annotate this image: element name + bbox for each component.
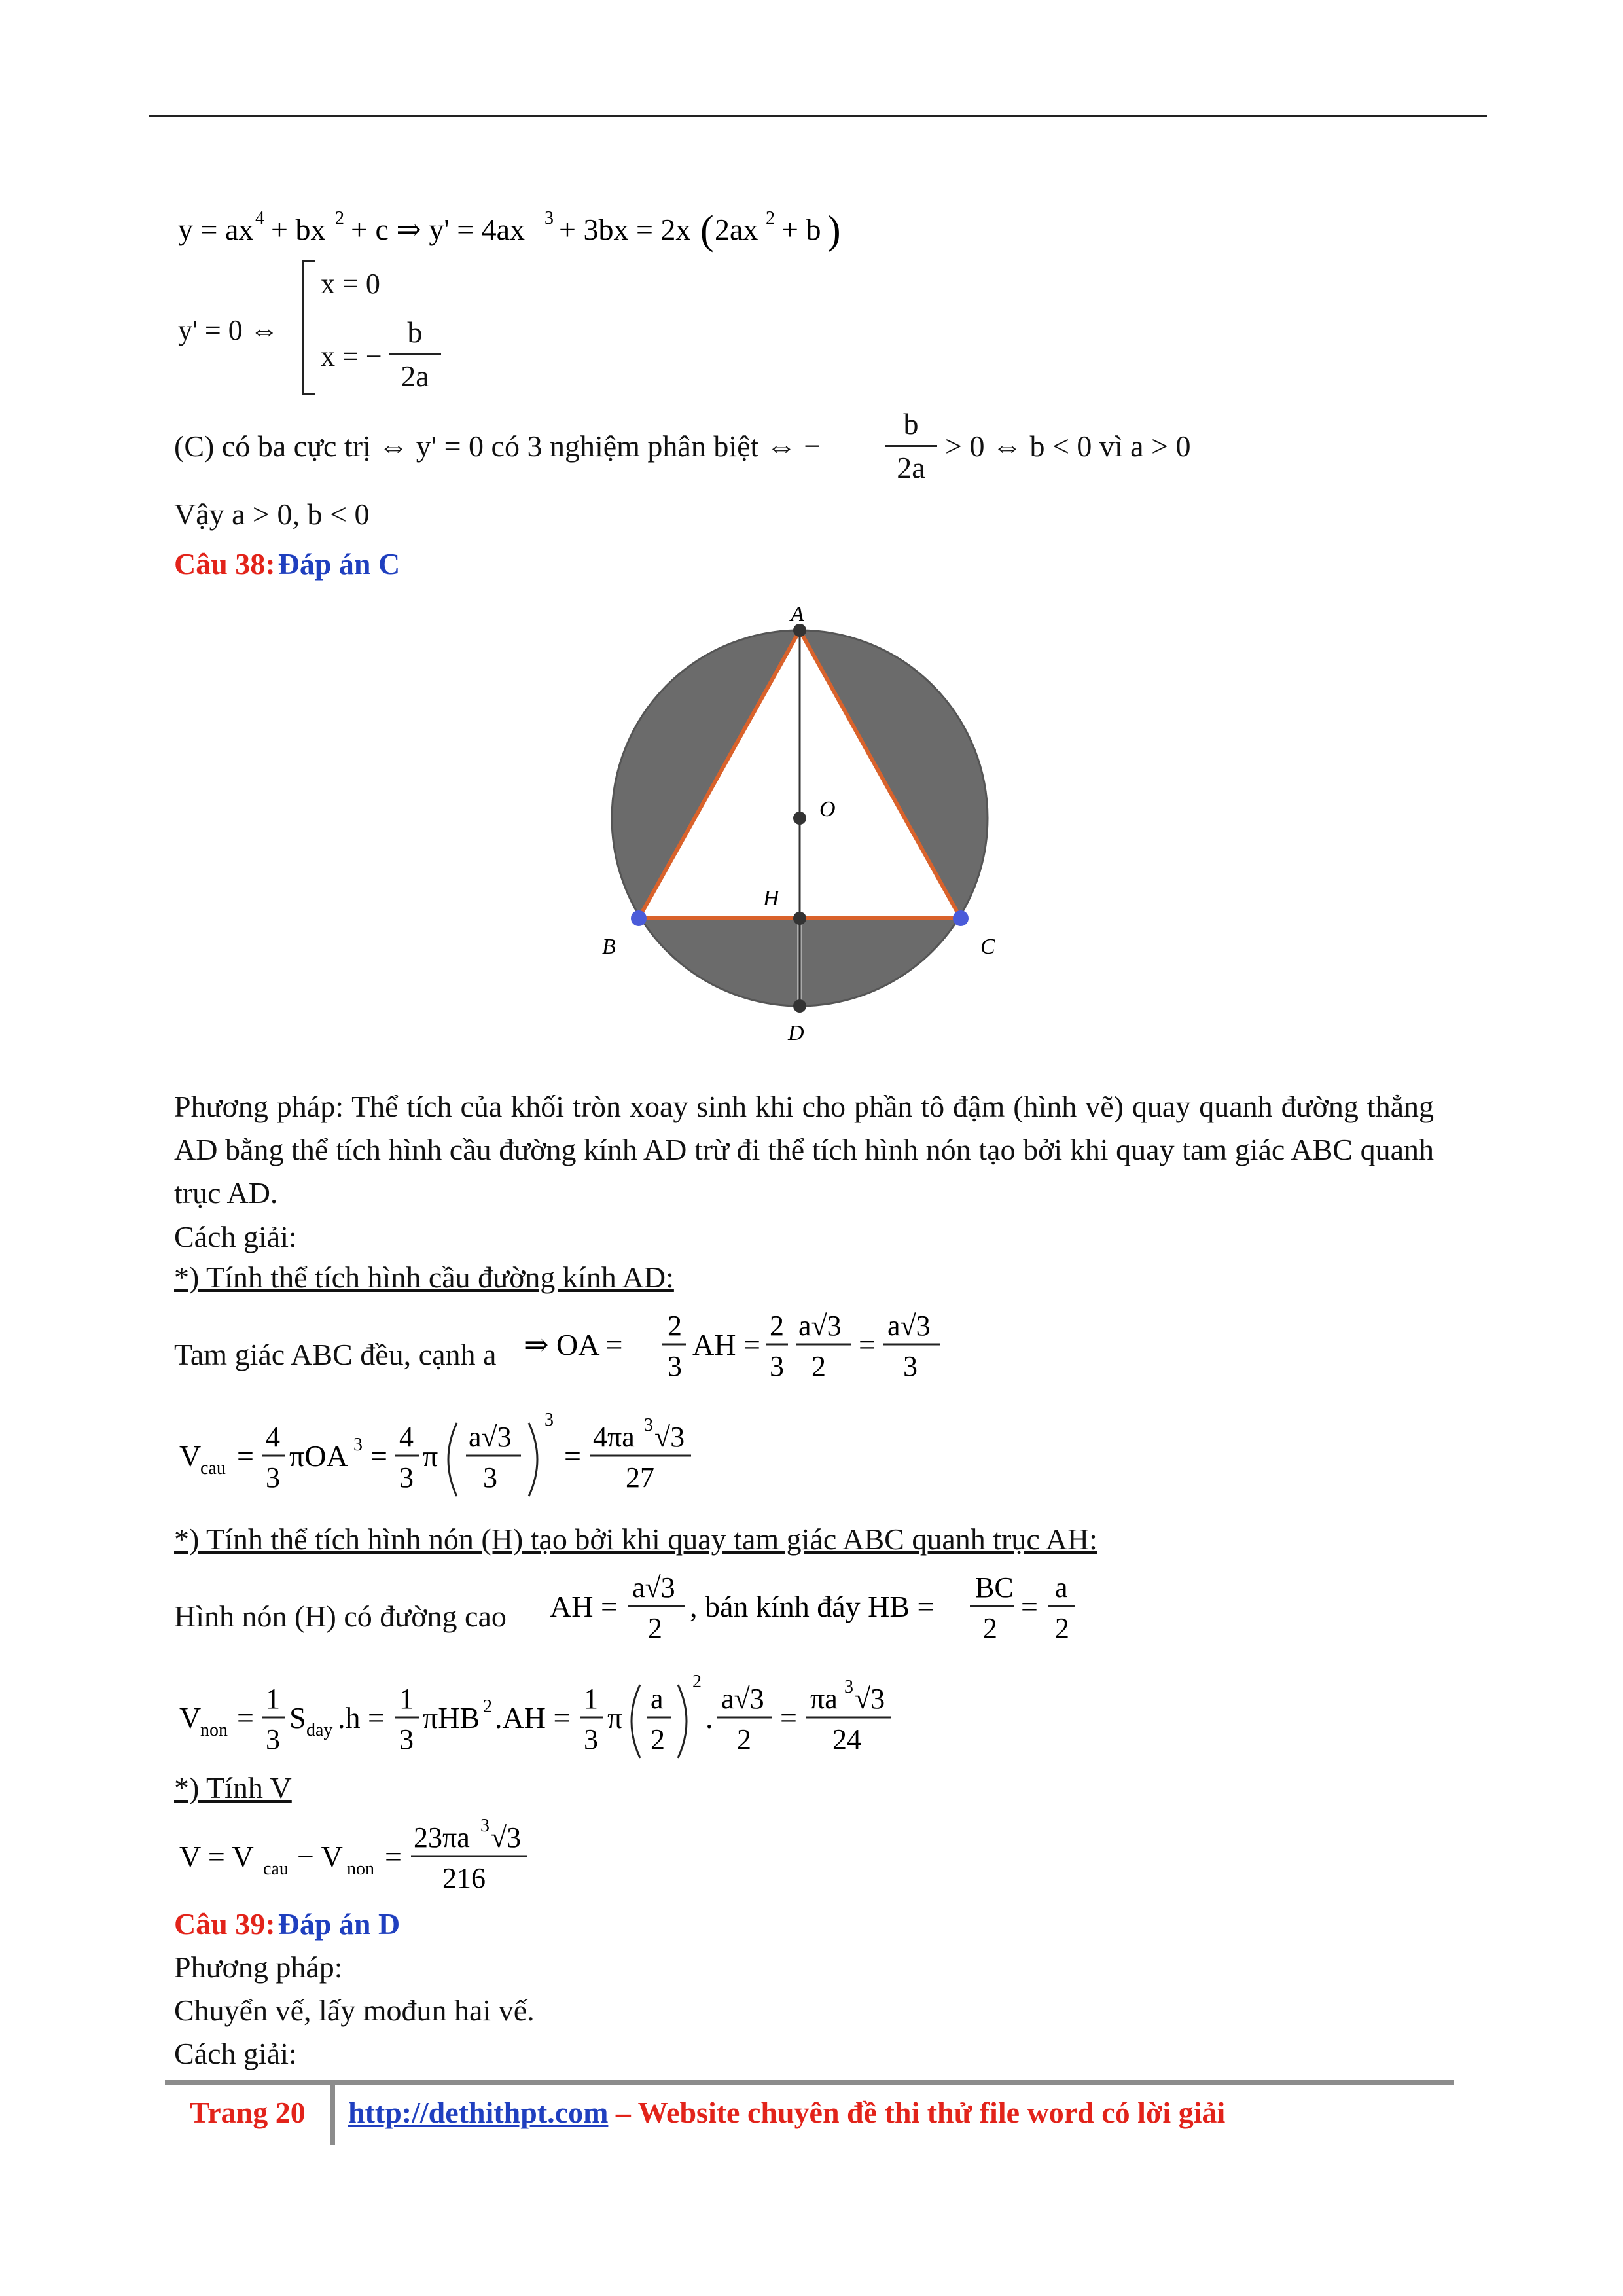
- svg-text:πOA: πOA: [289, 1439, 348, 1473]
- svg-text:2: 2: [483, 1696, 492, 1717]
- fraction-b-over-2a-1: [389, 313, 441, 396]
- three-extrema-condition: (C) có ba cực trị ⇔ y' = 0 có 3 nghiệm phân biệt ⇔ −: [174, 429, 821, 463]
- svg-text:3: 3: [770, 1350, 784, 1382]
- svg-text:y = ax: y = ax: [178, 213, 254, 246]
- svg-text:+ 3bx = 2x: + 3bx = 2x: [559, 213, 691, 246]
- svg-text:.: .: [705, 1701, 713, 1734]
- three-extrema-conclusion: > 0 ⇔ b < 0 vì a > 0: [945, 429, 1191, 463]
- system-row-2: x = −: [321, 340, 382, 372]
- svg-text:a√3: a√3: [469, 1421, 512, 1453]
- question-label: Câu 39:: [174, 1907, 276, 1941]
- svg-text:.AH =: .AH =: [495, 1701, 571, 1734]
- svg-text:π: π: [607, 1701, 623, 1734]
- method-paragraph: Phương pháp: Thể tích của khối tròn xoay sinh khi cho phần tô đậm (hình vẽ) quay quanh đường thẳng AD bằng thể tích hình cầu đường kính AD trừ đi thể tích hình nón tạo bởi khi quay tam giác ABC quanh trục AD.: [174, 1090, 1434, 1210]
- oa-equation-text: Tam giác ABC đều, cạnh a: [174, 1338, 497, 1371]
- svg-text:(: (: [700, 208, 714, 253]
- page-number: Trang 20: [190, 2096, 306, 2129]
- svg-text:√3: √3: [855, 1683, 885, 1715]
- svg-text:π: π: [423, 1439, 438, 1473]
- label-d: D: [788, 1021, 804, 1045]
- svg-text:=: =: [385, 1840, 402, 1873]
- svg-text:3: 3: [903, 1350, 918, 1382]
- svg-text:2: 2: [1055, 1612, 1069, 1644]
- question-label: Câu 38:: [174, 547, 276, 581]
- svg-text:πa: πa: [810, 1683, 838, 1715]
- svg-text:3: 3: [399, 1723, 414, 1755]
- derivative-equation-svg: [178, 202, 911, 254]
- svg-text:S: S: [289, 1701, 306, 1734]
- svg-text:V: V: [179, 1439, 202, 1473]
- cone-volume-equation: [174, 1662, 959, 1774]
- svg-text:1: 1: [584, 1683, 598, 1715]
- point-b: [631, 910, 647, 926]
- svg-text:a: a: [1055, 1571, 1068, 1604]
- svg-text:23πa: 23πa: [414, 1821, 470, 1854]
- svg-text:3: 3: [480, 1816, 490, 1836]
- svg-text:216: 216: [442, 1862, 486, 1894]
- svg-text:3: 3: [266, 1462, 280, 1494]
- svg-text:√3: √3: [654, 1421, 685, 1453]
- label-h: H: [763, 886, 779, 910]
- answer-label: Đáp án C: [277, 547, 401, 581]
- svg-text:2: 2: [692, 1672, 702, 1692]
- svg-text:πHB: πHB: [423, 1701, 480, 1734]
- cone-dimensions: [543, 1564, 1132, 1662]
- svg-text:=: =: [237, 1701, 254, 1734]
- svg-text:1: 1: [266, 1683, 280, 1715]
- denominator: 2a: [401, 359, 429, 393]
- svg-text:√3: √3: [491, 1821, 522, 1854]
- svg-text:24: 24: [832, 1723, 861, 1755]
- svg-text:3: 3: [544, 1410, 554, 1430]
- footer-divider: [330, 2085, 335, 2145]
- label-b: B: [602, 935, 616, 959]
- svg-text:V: V: [179, 1701, 202, 1734]
- svg-text:2: 2: [812, 1350, 826, 1382]
- method-text-2: Chuyển vế, lấy mođun hai vế.: [174, 1994, 535, 2027]
- svg-text:2: 2: [651, 1723, 665, 1755]
- svg-text:2: 2: [335, 208, 344, 228]
- svg-text:=: =: [1021, 1590, 1038, 1623]
- svg-text:+ c ⇒ y' = 4ax: + c ⇒ y' = 4ax: [351, 213, 526, 246]
- svg-text:3: 3: [584, 1723, 598, 1755]
- svg-text:4: 4: [399, 1421, 414, 1453]
- svg-text:4: 4: [266, 1421, 280, 1453]
- point-d: [793, 999, 806, 1013]
- svg-text:=: =: [859, 1328, 876, 1361]
- system-bracket: [302, 260, 315, 395]
- numerator: b: [903, 407, 919, 440]
- system-row-1: x = 0: [321, 268, 380, 300]
- fraction-bar: [389, 353, 441, 355]
- footer-tagline: – Website chuyên đề thi thử file word có lời giải: [608, 2096, 1226, 2129]
- svg-text:a√3: a√3: [798, 1310, 842, 1342]
- svg-text:3: 3: [483, 1462, 497, 1494]
- system-left: y' = 0 ⇔: [178, 314, 279, 346]
- svg-text:2: 2: [668, 1310, 682, 1342]
- svg-text:+ b: + b: [781, 213, 821, 246]
- svg-text:a: a: [651, 1683, 664, 1715]
- svg-text:AH =: AH =: [550, 1590, 618, 1623]
- footer-tagline-line: [348, 2093, 1225, 2140]
- sphere-volume-equation: [174, 1401, 763, 1512]
- svg-text:2: 2: [648, 1612, 662, 1644]
- svg-text:a√3: a√3: [887, 1310, 931, 1342]
- label-o: O: [819, 797, 836, 821]
- section-total-volume: *) Tính V: [174, 1771, 292, 1804]
- question-38-heading: [174, 545, 400, 591]
- fraction-bar: [885, 445, 937, 447]
- svg-text:4πa: 4πa: [593, 1421, 635, 1453]
- svg-text:4: 4: [255, 208, 264, 228]
- fraction-b-over-2a-2: [885, 404, 937, 488]
- svg-text:⇒ OA =: ⇒ OA =: [524, 1328, 623, 1361]
- point-h: [793, 912, 806, 925]
- svg-text:): ): [827, 208, 841, 253]
- denominator: 2a: [897, 451, 925, 484]
- svg-text:− V: − V: [297, 1840, 343, 1873]
- svg-text:1: 1: [399, 1683, 414, 1715]
- svg-text:BC: BC: [975, 1571, 1014, 1604]
- svg-text:2: 2: [983, 1612, 997, 1644]
- svg-text:=: =: [237, 1439, 254, 1473]
- footer-rule: [165, 2080, 1454, 2085]
- svg-text:3: 3: [544, 208, 554, 228]
- sphere-cone-figure: [589, 605, 1008, 1050]
- section-sphere-volume: *) Tính thể tích hình cầu đường kính AD:: [174, 1261, 674, 1294]
- svg-text:2: 2: [766, 208, 775, 228]
- svg-text:=: =: [370, 1439, 387, 1473]
- svg-text:AH =: AH =: [692, 1328, 760, 1361]
- section-cone-volume: *) Tính thể tích hình nón (H) tạo bởi khi quay tam giác ABC quanh trục AH:: [174, 1522, 1097, 1556]
- svg-text:cau: cau: [263, 1859, 289, 1879]
- label-c: C: [980, 935, 995, 959]
- cone-text: Hình nón (H) có đường cao: [174, 1600, 507, 1633]
- svg-text:3: 3: [844, 1677, 853, 1697]
- svg-text:, bán kính đáy HB =: , bán kính đáy HB =: [690, 1590, 935, 1623]
- label-a: A: [791, 605, 804, 626]
- solution-label: Cách giải:: [174, 1220, 297, 1253]
- svg-text:non: non: [200, 1720, 228, 1740]
- svg-text:3: 3: [399, 1462, 414, 1494]
- derivative-equation: [178, 202, 911, 254]
- svg-text:.h =: .h =: [338, 1701, 385, 1734]
- solution-label-2: Cách giải:: [174, 2037, 297, 2070]
- header-rule: [149, 115, 1487, 117]
- svg-text:a√3: a√3: [721, 1683, 764, 1715]
- svg-text:3: 3: [668, 1350, 682, 1382]
- svg-text:3: 3: [644, 1415, 653, 1435]
- point-c: [953, 910, 969, 926]
- method-label-2: Phương pháp:: [174, 1950, 343, 1984]
- svg-text:+ bx: + bx: [271, 213, 326, 246]
- svg-text:2ax: 2ax: [715, 213, 758, 246]
- svg-text:V = V: V = V: [179, 1840, 254, 1873]
- website-link[interactable]: http://dethithpt.com: [348, 2096, 609, 2129]
- svg-text:a√3: a√3: [632, 1571, 675, 1604]
- svg-text:cau: cau: [200, 1458, 226, 1479]
- svg-text:2: 2: [770, 1310, 784, 1342]
- point-o: [793, 812, 806, 825]
- svg-text:3: 3: [266, 1723, 280, 1755]
- numerator: b: [407, 315, 423, 349]
- svg-text:day: day: [306, 1720, 333, 1740]
- svg-text:=: =: [564, 1439, 581, 1473]
- svg-text:2: 2: [737, 1723, 751, 1755]
- question-39-heading: [174, 1905, 400, 1951]
- svg-text:27: 27: [626, 1462, 654, 1494]
- svg-text:3: 3: [353, 1435, 363, 1455]
- answer-label: Đáp án D: [277, 1907, 401, 1941]
- total-volume-equation: [174, 1806, 632, 1911]
- svg-text:=: =: [780, 1701, 797, 1734]
- svg-text:non: non: [347, 1859, 374, 1879]
- conclusion-line: Vậy a > 0, b < 0: [174, 497, 370, 531]
- oa-equation: [524, 1302, 982, 1401]
